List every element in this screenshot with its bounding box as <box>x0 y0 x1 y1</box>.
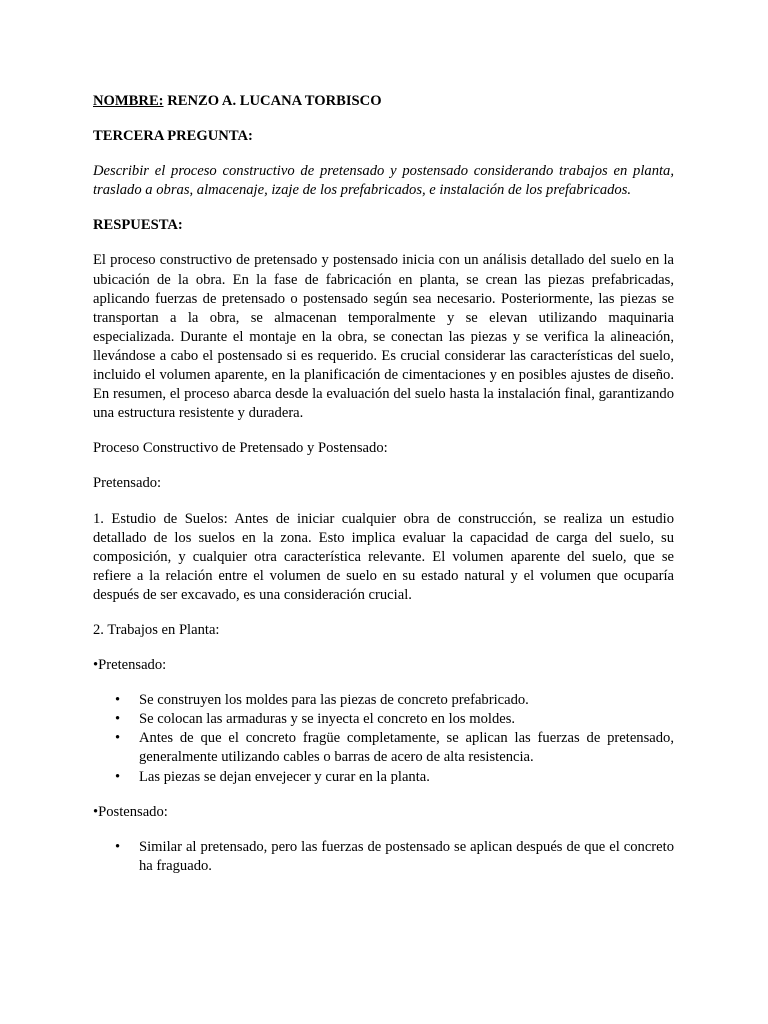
bullet-icon: • <box>115 711 121 728</box>
step-2-plant-work: 2. Trabajos en Planta: <box>93 621 220 638</box>
sub-heading-pretensado: •Pretensado: <box>93 657 167 674</box>
answer-title: RESPUESTA: <box>93 217 183 234</box>
list-item-text: Se colocan las armaduras y se inyecta el concreto en los moldes. <box>139 711 516 728</box>
document-body <box>93 92 674 892</box>
section-title: Proceso Constructivo de Pretensado y Postensado: <box>93 440 388 457</box>
bullet-icon: • <box>115 730 121 747</box>
student-name: RENZO A. LUCANA TORBISCO <box>163 93 382 109</box>
list-item-text: Las piezas se dejan envejecer y curar en la planta. <box>139 768 430 785</box>
list-item <box>115 729 674 767</box>
answer-intro-paragraph: El proceso constructivo de pretensado y postensado inicia con un análisis detallado del suelo en la ubicación de la obra. En la fase de fabricación en planta, se crean las piezas prefabricadas, aplicando fuerzas de pretensado o postensado según sea necesario. Posteriormente, las piezas se transportan a la obra, se almacenan temporalmente y se elevan utilizando maquinaria especializada. Durante el montaje en la obra, se conectan las piezas y se verifica la alineación, llevándose a cabo el postensado si es requerido. Es crucial considerar las características del suelo, incluido el volumen aparente, en la planificación de cimentaciones y en posibles ajustes de diseño. En resumen, el proceso abarca desde la evaluación del suelo hasta la instalación final, garantizando una estructura resistente y duradera. <box>93 252 674 422</box>
name-label: NOMBRE: <box>93 93 164 109</box>
list-item <box>115 710 674 729</box>
bullet-icon: • <box>115 838 121 855</box>
bullet-icon: • <box>115 768 121 785</box>
pretensado-heading: Pretensado: <box>93 475 162 492</box>
list-item-text: Antes de que el concreto fragüe completamente, se aplican las fuerzas de pretensado, generalmente utilizando cables o barras de acero de alta resistencia. <box>139 730 674 766</box>
list-item <box>115 768 674 787</box>
sub-heading-postensado: •Postensado: <box>93 803 168 820</box>
list-item <box>115 691 674 710</box>
postensado-bullet-list <box>93 838 674 876</box>
list-item-text: Se construyen los moldes para las piezas de concreto prefabricado. <box>139 692 529 709</box>
question-title: TERCERA PREGUNTA: <box>93 128 253 145</box>
pretensado-bullet-list <box>93 691 674 786</box>
list-item-text: Similar al pretensado, pero las fuerzas de postensado se aplican después de que el concreto ha fraguado. <box>139 838 674 874</box>
list-item <box>115 838 674 876</box>
question-text: Describir el proceso constructivo de pretensado y postensado considerando trabajos en planta, traslado a obras, almacenaje, izaje de los prefabricados, e instalación de los prefabricados. <box>93 163 674 199</box>
student-name-line <box>93 92 674 111</box>
bullet-icon: • <box>115 692 121 709</box>
step-1-soil-study: 1. Estudio de Suelos: Antes de iniciar cualquier obra de construcción, se realiza un estudio detallado de los suelos en la zona. Esto implica evaluar la capacidad de carga del suelo, su composición, y cualquier otra característica relevante. El volumen aparente del suelo, que se refiere a la relación entre el volumen de suelo en su estado natural y el volumen que ocuparía después de ser excavado, es una consideración crucial. <box>93 510 674 603</box>
